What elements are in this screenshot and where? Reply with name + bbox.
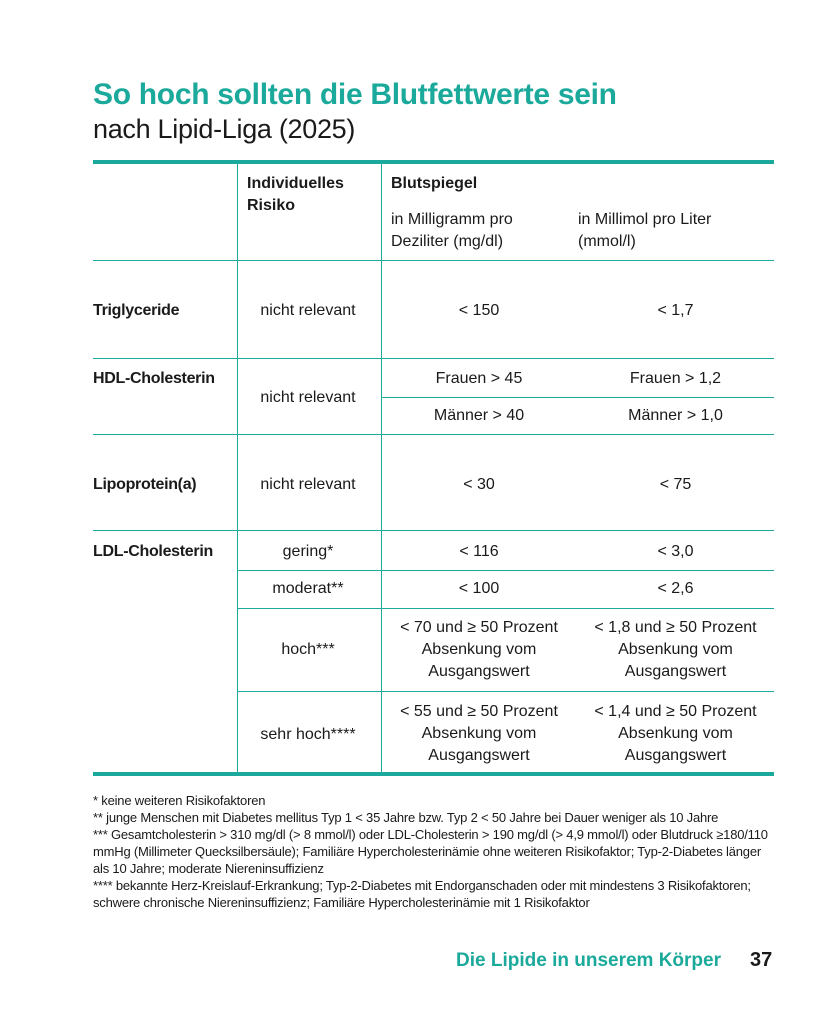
hdl-mg-women: Frauen > 45: [435, 370, 523, 387]
triglyceride-mg: < 150: [458, 302, 500, 319]
footnote: **** bekannte Herz-Kreislauf-Erkrankung; Typ-2-Diabetes mit Endorganschaden oder mit mindestens 3 Risikofaktoren; schwere chronische Niereninsuffizienz; Familiäre Hypercholesterinämie mit 1 Risikofaktor: [93, 878, 751, 910]
footnotes: [93, 792, 773, 911]
lipoprotein-a-mmol: < 75: [659, 476, 692, 493]
page-title: So hoch sollten die Blutfettwerte sein: [93, 78, 617, 111]
header-mmol-unit: in Millimol pro Liter (mmol/l): [578, 211, 712, 250]
page-subtitle: nach Lipid-Liga (2025): [93, 114, 356, 144]
hdl-mg-men: Männer > 40: [433, 407, 525, 424]
row-label-hdl: HDL-Cholesterin: [93, 370, 215, 387]
hdl-mmol-women: Frauen > 1,2: [629, 370, 722, 387]
triglyceride-mmol: < 1,7: [657, 302, 694, 319]
ldl-risk-high: hoch***: [281, 641, 335, 658]
row-rule: [93, 358, 774, 359]
row-label-lipoprotein-a: Lipoprotein(a): [93, 476, 197, 493]
lipid-target-table: [93, 160, 774, 776]
hdl-split-rule: [381, 397, 774, 398]
row-rule: [93, 530, 774, 531]
chapter-title: Die Lipide in unserem Körper: [456, 950, 721, 971]
lipoprotein-a-mg: < 30: [463, 476, 495, 493]
ldl-very-high-mmol: < 1,4 und ≥ 50 Prozent Absenkung vom Ausgangswert: [594, 703, 757, 764]
ldl-very-high-mg: < 55 und ≥ 50 Prozent Absenkung vom Ausgangswert: [400, 703, 558, 764]
table-top-rule: [93, 160, 774, 164]
ldl-low-mg: < 116: [459, 543, 499, 560]
table-bottom-rule: [93, 772, 774, 776]
ldl-high-mmol: < 1,8 und ≥ 50 Prozent Absenkung vom Ausgangswert: [594, 619, 757, 680]
column-rule: [237, 160, 238, 774]
ldl-risk-very-high: sehr hoch****: [260, 726, 356, 743]
row-label-ldl: LDL-Cholesterin: [93, 543, 213, 560]
ldl-split-rule: [237, 570, 774, 571]
footnote: *** Gesamtcholesterin > 310 mg/dl (> 8 mmol/l) oder LDL-Cholesterin > 190 mg/dl (> 4,9 mmol/l) oder Blutdruck ≥180/110 mmHg (Millimeter Quecksilbersäule); Familiäre Hypercholesterinämie ohne weiteren Risikofaktor; Typ-2-Diabetes länger als 10 Jahre; moderate Niereninsuffizienz: [93, 827, 768, 876]
lipoprotein-a-risk: nicht relevant: [260, 476, 356, 493]
ldl-high-mg: < 70 und ≥ 50 Prozent Absenkung vom Ausgangswert: [400, 619, 558, 680]
row-rule: [93, 434, 774, 435]
page-number: 37: [750, 949, 773, 971]
table-header-rule: [93, 260, 774, 261]
row-label-triglyceride: Triglyceride: [93, 302, 180, 319]
ldl-moderate-mmol: < 2,6: [657, 580, 694, 597]
footnote: ** junge Menschen mit Diabetes mellitus Typ 1 < 35 Jahre bzw. Typ 2 < 50 Jahre bei Dauer weniger als 10 Jahre: [93, 810, 719, 825]
header-blood-level: Blutspiegel: [391, 175, 478, 192]
footnote: * keine weiteren Risikofaktoren: [93, 793, 266, 808]
triglyceride-risk: nicht relevant: [260, 302, 356, 319]
ldl-low-mmol: < 3,0: [657, 543, 694, 560]
hdl-risk: nicht relevant: [260, 389, 356, 406]
hdl-mmol-men: Männer > 1,0: [628, 407, 723, 424]
ldl-split-rule: [237, 691, 774, 692]
header-risk: Individuelles Risiko: [247, 175, 344, 214]
ldl-risk-low: gering*: [282, 543, 334, 560]
column-rule: [381, 160, 382, 774]
ldl-risk-moderate: moderat**: [272, 580, 344, 597]
ldl-split-rule: [237, 608, 774, 609]
header-mg-unit: in Milligramm pro Deziliter (mg/dl): [391, 211, 513, 250]
ldl-moderate-mg: < 100: [458, 580, 500, 597]
